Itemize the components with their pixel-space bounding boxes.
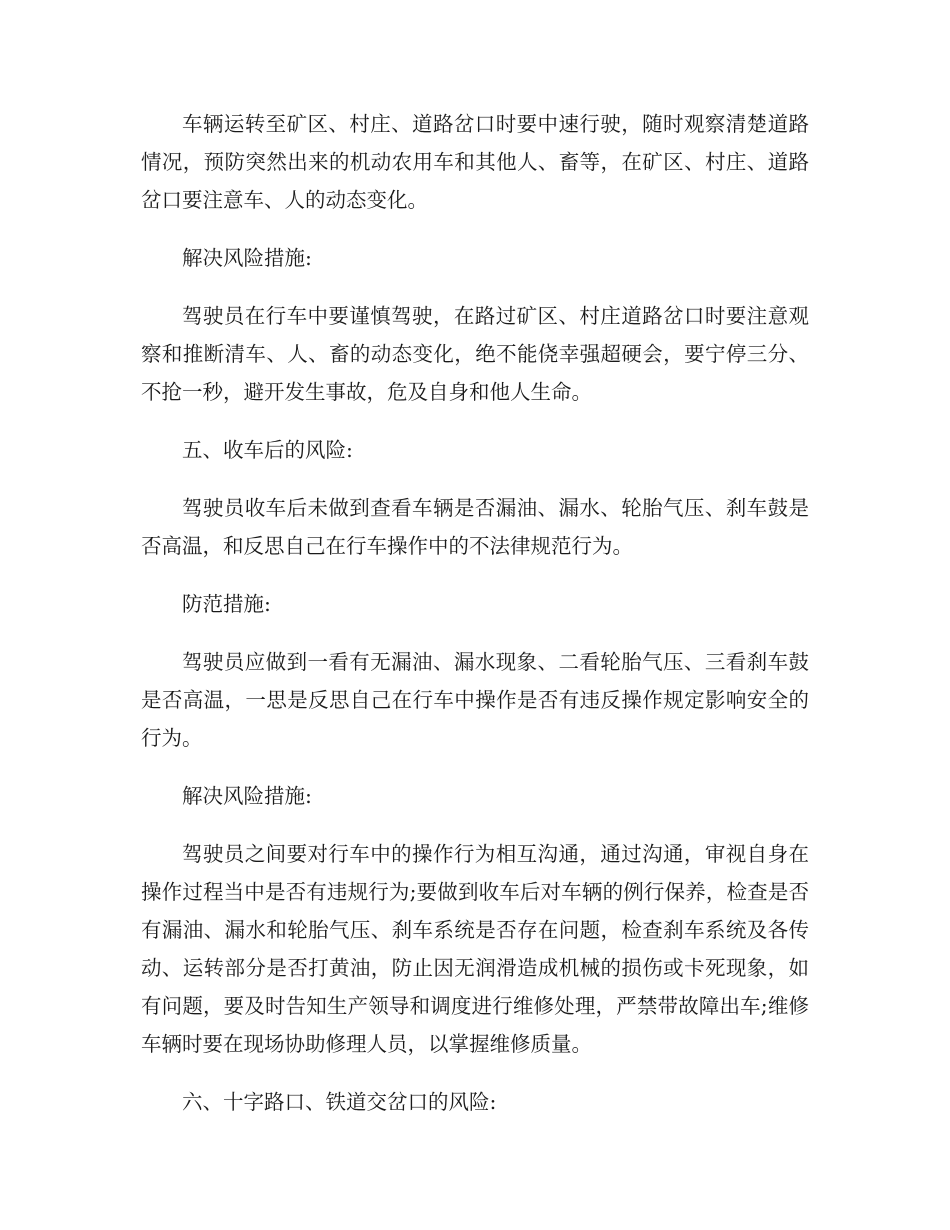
document-body: [141, 105, 809, 1141]
heading-risk-solution-1: 解决风险措施:: [182, 246, 312, 270]
heading-prevention-measures: 防范措施:: [182, 592, 271, 616]
paragraph-careful-driving: 驾驶员在行车中要谨慎驾驶，在路过矿区、村庄道路岔口时要注意观察和推断清车、人、畜的动态变化，绝不能侥幸强超硬会，要宁停三分、不抢一秒，避开发生事故，危及自身和他人生命。: [141, 304, 809, 404]
heading-risk-solution-2: 解决风险措施:: [182, 784, 312, 808]
heading-section-six: 六、十字路口、铁道交岔口的风险:: [182, 1090, 497, 1114]
paragraph-village-crossing-driving: 车辆运转至矿区、村庄、道路岔口时要中速行驶，随时观察清楚道路情况，预防突然出来的机动农用车和其他人、畜等，在矿区、村庄、道路岔口要注意车、人的动态变化。: [141, 112, 809, 212]
heading-section-five: 五、收车后的风险:: [182, 438, 353, 462]
paragraph-communication-maintenance: 驾驶员之间要对行车中的操作行为相互沟通，通过沟通，审视自身在操作过程当中是否有违规行为;要做到收车后对车辆的例行保养，检查是否有漏油、漏水和轮胎气压、刹车系统是否存在问题，检查刹车系统及各传动、运转部分是否打黄油，防止因无润滑造成机械的损伤或卡死现象，如有问题，要及时告知生产领导和调度进行维修处理，严禁带故障出车;维修车辆时要在现场协助修理人员，以掌握维修质量。: [141, 842, 809, 1056]
paragraph-prevention-checks: 驾驶员应做到一看有无漏油、漏水现象、二看轮胎气压、三看刹车鼓是否高温，一思是反思自己在行车中操作是否有违反操作规定影响安全的行为。: [141, 650, 809, 750]
paragraph-after-parking-risk: 驾驶员收车后未做到查看车辆是否漏油、漏水、轮胎气压、刹车鼓是否高温，和反思自己在行车操作中的不法律规范行为。: [141, 496, 809, 558]
